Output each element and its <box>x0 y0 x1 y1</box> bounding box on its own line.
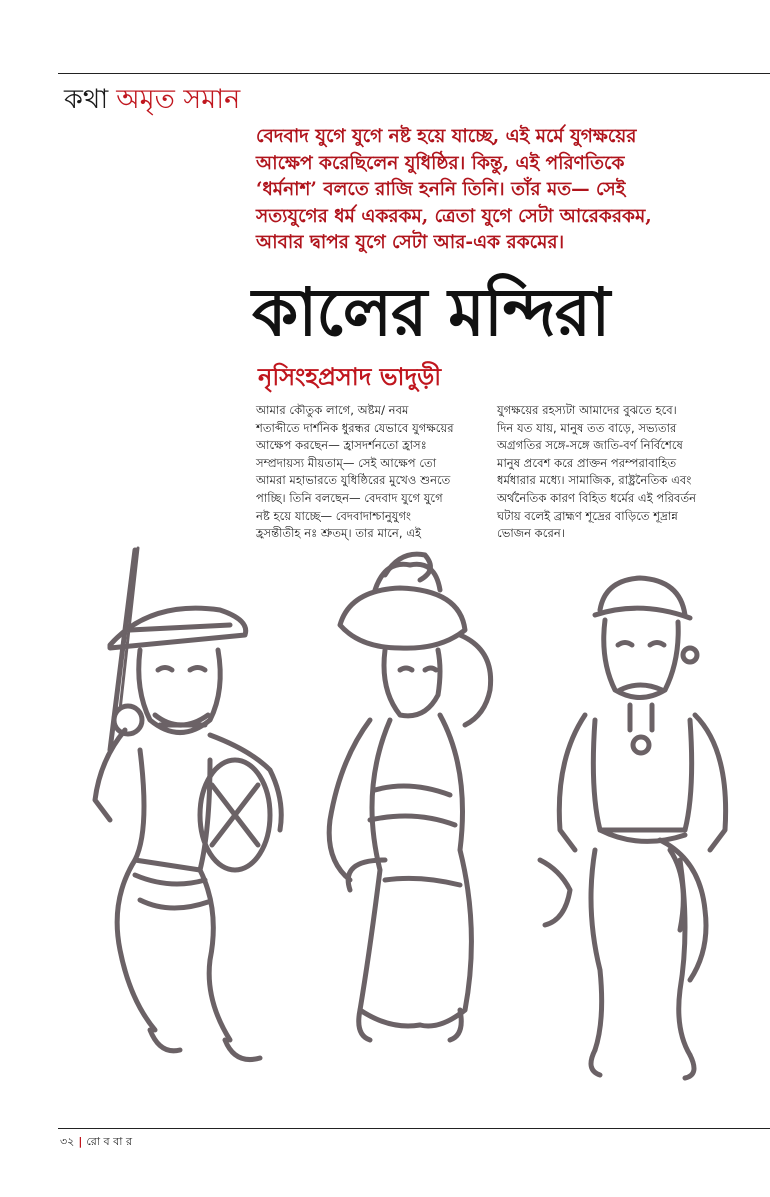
folio-separator: | <box>78 1135 83 1148</box>
body-line: আমার কৌতুক লাগে, অষ্টম/ নবম <box>256 403 409 417</box>
standfirst-line: আক্ষেপ করেছিলেন যুধিষ্ঠির। কিন্তু, এই পরিণতিকে <box>256 152 625 174</box>
body-line: হ্রসন্তীতীহ নঃ শ্রুতম্। তার মানে, এই <box>256 526 422 541</box>
body-line: মানুষ প্রবেশ করে প্রাক্তন পরম্পরাবাহিত <box>497 455 677 470</box>
page-number: ৩২ <box>60 1135 75 1148</box>
illustration-three-figures <box>40 530 760 1110</box>
section-heading-word2: অমৃত সমান <box>116 84 241 115</box>
standfirst-line: সত্যযুগের ধর্ম একরকম, ত্রেতা যুগে সেটা আরেকরকম, <box>256 205 652 227</box>
body-line: ঘটায় বলেই ব্রাহ্মণ শূদ্রের বাড়িতে শূদ্রান্ন <box>497 508 678 523</box>
body-column-2 <box>497 402 737 543</box>
section-heading-word1: কথা <box>64 84 109 115</box>
body-line: ভোজন করেন। <box>497 526 565 541</box>
body-line: অর্থনৈতিক কারণ বিহিত ধর্মের এই পরিবর্তন <box>497 490 697 505</box>
bottom-rule <box>58 1128 770 1129</box>
section-heading <box>64 84 240 116</box>
body-line: সম্প্রদায়স্য মীয়তাম্— সেই আক্ষেপ তো <box>256 455 437 470</box>
body-line: দিন যত যায়, মানুষ তত বাড়ে, সভ্যতার <box>497 420 677 435</box>
body-line: আক্ষেপ করছেন— হ্রাসদর্শনতো হ্রাসঃ <box>256 438 427 453</box>
body-line: শতাব্দীতে দার্শনিক ধুরন্ধর যেভাবে যুগক্ষয়ের <box>256 420 454 435</box>
body-line: ধর্মধারার মধ্যে। সামাজিক, রাষ্ট্রনৈতিক এবং <box>497 473 692 488</box>
author-name: নৃসিংহপ্রসাদ ভাদুড়ী <box>258 363 442 391</box>
body-line: নষ্ট হয়ে যাচ্ছে— বেদবাদাশ্চানুযুগং <box>256 508 412 523</box>
top-rule <box>58 73 770 74</box>
body-line: যুগক্ষয়ের রহস্যটা আমাদের বুঝতে হবে। <box>497 403 677 417</box>
standfirst-line: আবার দ্বাপর যুগে সেটা আর-এক রকমের। <box>256 232 565 253</box>
body-line: পাচ্ছি। তিনি বলছেন— বেদবাদ যুগে যুগে <box>256 490 443 505</box>
article-title: কালের মন্দিরা <box>252 273 610 351</box>
body-line: আমরা মহাভারতে যুধিষ্ঠিরের মুখেও শুনতে <box>256 473 451 488</box>
man-figure <box>540 578 726 1078</box>
standfirst-line: ‘ধর্মনাশ’ বলতে রাজি হননি তিনি। তাঁর মত— সেই <box>256 179 626 200</box>
woman-figure <box>329 554 490 1040</box>
page-folio <box>60 1134 132 1150</box>
standfirst <box>256 124 706 257</box>
magazine-name: রো ব বা র <box>86 1135 133 1148</box>
body-column-1 <box>256 402 484 543</box>
standfirst-line: বেদবাদ যুগে যুগে নষ্ট হয়ে যাচ্ছে, এই মর্মে যুগক্ষয়ের <box>256 126 637 147</box>
body-line: অগ্রগতির সঙ্গে-সঙ্গে জাতি-বর্ণ নির্বিশেষে <box>497 438 683 453</box>
warrior-figure <box>95 548 281 1060</box>
